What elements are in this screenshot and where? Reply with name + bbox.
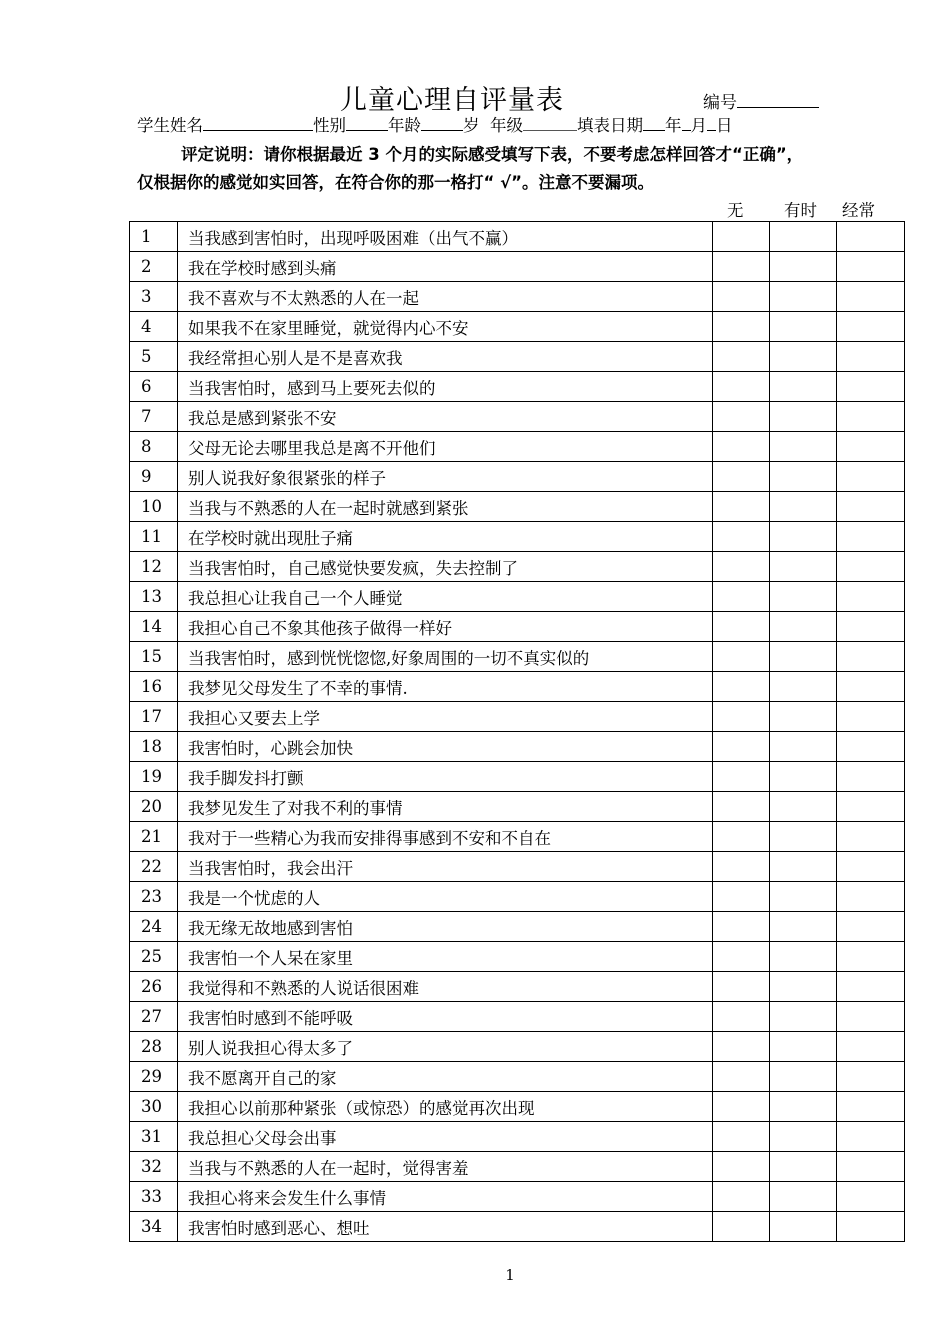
answer-cell-none[interactable] — [713, 312, 770, 342]
table-row — [130, 552, 905, 582]
answer-cell-sometimes[interactable] — [770, 372, 837, 402]
item-number: 17 — [130, 702, 178, 732]
item-text: 我担心以前那种紧张（或惊恐）的感觉再次出现 — [178, 1092, 713, 1122]
answer-cell-none[interactable] — [713, 582, 770, 612]
answer-cell-often[interactable] — [837, 762, 905, 792]
student-name-blank[interactable] — [203, 115, 313, 131]
answer-cell-none[interactable] — [713, 762, 770, 792]
table-row — [130, 1212, 905, 1242]
item-text: 别人说我担心得太多了 — [178, 1032, 713, 1062]
answer-cell-none[interactable] — [713, 852, 770, 882]
date-label: 填表日期 — [577, 116, 643, 135]
table-row — [130, 222, 905, 252]
item-number: 5 — [130, 342, 178, 372]
item-number: 14 — [130, 612, 178, 642]
item-text: 我无缘无故地感到害怕 — [178, 912, 713, 942]
item-number: 15 — [130, 642, 178, 672]
answer-cell-often[interactable] — [837, 942, 905, 972]
answer-cell-sometimes[interactable] — [770, 942, 837, 972]
table-row — [130, 852, 905, 882]
item-text: 别人说我好象很紧张的样子 — [178, 462, 713, 492]
answer-cell-none[interactable] — [713, 972, 770, 1002]
item-number: 3 — [130, 282, 178, 312]
answer-cell-none[interactable] — [713, 432, 770, 462]
item-text: 我害怕时感到恶心、想吐 — [178, 1212, 713, 1242]
table-row — [130, 642, 905, 672]
table-row — [130, 792, 905, 822]
answer-cell-none[interactable] — [713, 492, 770, 522]
answer-cell-often[interactable] — [837, 1212, 905, 1242]
item-text: 我总是感到紧张不安 — [178, 402, 713, 432]
answer-cell-often[interactable] — [837, 702, 905, 732]
answer-cell-sometimes[interactable] — [770, 762, 837, 792]
answer-cell-none[interactable] — [713, 1092, 770, 1122]
answer-cell-sometimes[interactable] — [770, 852, 837, 882]
instructions-line-1: 评定说明：请你根据最近 3 个月的实际感受填写下表，不要考虑怎样回答才“正确”， — [181, 145, 804, 164]
table-row — [130, 1032, 905, 1062]
answer-cell-sometimes[interactable] — [770, 972, 837, 1002]
item-text: 当我害怕时，我会出汗 — [178, 852, 713, 882]
answer-cell-often[interactable] — [837, 792, 905, 822]
item-number: 22 — [130, 852, 178, 882]
answer-cell-sometimes[interactable] — [770, 402, 837, 432]
answer-cell-often[interactable] — [837, 1182, 905, 1212]
answer-cell-often[interactable] — [837, 672, 905, 702]
answer-cell-sometimes[interactable] — [770, 732, 837, 762]
serial-blank[interactable] — [737, 91, 819, 108]
item-text: 我担心将来会发生什么事情 — [178, 1182, 713, 1212]
answer-cell-none[interactable] — [713, 222, 770, 252]
answer-cell-none[interactable] — [713, 732, 770, 762]
answer-cell-sometimes[interactable] — [770, 642, 837, 672]
item-number: 20 — [130, 792, 178, 822]
student-info-line — [137, 112, 733, 136]
column-header-none: 无 — [727, 201, 744, 220]
item-number: 10 — [130, 492, 178, 522]
age-blank[interactable] — [421, 115, 463, 131]
table-row — [130, 972, 905, 1002]
item-text: 我手脚发抖打颤 — [178, 762, 713, 792]
item-text: 我梦见父母发生了不幸的事情. — [178, 672, 713, 702]
answer-cell-sometimes[interactable] — [770, 522, 837, 552]
date-month-blank[interactable] — [682, 115, 691, 131]
answer-cell-often[interactable] — [837, 612, 905, 642]
answer-cell-often[interactable] — [837, 912, 905, 942]
answer-cell-sometimes[interactable] — [770, 582, 837, 612]
item-text: 我不愿离开自己的家 — [178, 1062, 713, 1092]
answer-cell-often[interactable] — [837, 432, 905, 462]
answer-cell-often[interactable] — [837, 1122, 905, 1152]
gender-label: 性别 — [313, 116, 346, 135]
page-title: 儿童心理自评量表 — [340, 85, 564, 116]
item-number: 25 — [130, 942, 178, 972]
answer-cell-sometimes[interactable] — [770, 432, 837, 462]
answer-cell-sometimes[interactable] — [770, 1182, 837, 1212]
item-text: 我经常担心别人是不是喜欢我 — [178, 342, 713, 372]
item-number: 24 — [130, 912, 178, 942]
questionnaire-table — [129, 221, 905, 1242]
item-text: 当我害怕时，感到马上要死去似的 — [178, 372, 713, 402]
item-number: 33 — [130, 1182, 178, 1212]
answer-cell-sometimes[interactable] — [770, 612, 837, 642]
item-number: 31 — [130, 1122, 178, 1152]
item-number: 1 — [130, 222, 178, 252]
table-row — [130, 252, 905, 282]
answer-cell-none[interactable] — [713, 522, 770, 552]
table-row — [130, 882, 905, 912]
item-number: 13 — [130, 582, 178, 612]
item-number: 26 — [130, 972, 178, 1002]
table-row — [130, 282, 905, 312]
answer-cell-sometimes[interactable] — [770, 342, 837, 372]
table-row — [130, 372, 905, 402]
item-number: 19 — [130, 762, 178, 792]
item-number: 27 — [130, 1002, 178, 1032]
table-row — [130, 702, 905, 732]
answer-cell-none[interactable] — [713, 822, 770, 852]
answer-cell-sometimes[interactable] — [770, 672, 837, 702]
item-text: 我担心自己不象其他孩子做得一样好 — [178, 612, 713, 642]
grade-blank[interactable] — [523, 115, 577, 131]
age-unit: 岁 — [463, 116, 480, 135]
table-row — [130, 942, 905, 972]
answer-cell-often[interactable] — [837, 312, 905, 342]
item-number: 34 — [130, 1212, 178, 1242]
table-row — [130, 342, 905, 372]
answer-cell-none[interactable] — [713, 1212, 770, 1242]
item-text: 我对于一些精心为我而安排得事感到不安和不自在 — [178, 822, 713, 852]
answer-cell-none[interactable] — [713, 612, 770, 642]
month-label: 月 — [690, 116, 707, 135]
date-day-blank[interactable] — [707, 115, 716, 131]
column-header-sometimes: 有时 — [784, 201, 817, 220]
answer-cell-sometimes[interactable] — [770, 1152, 837, 1182]
answer-cell-often[interactable] — [837, 1002, 905, 1032]
instructions-line-2: 仅根据你的感觉如实回答，在符合你的那一格打“ √”。注意不要漏项。 — [137, 173, 654, 192]
table-row — [130, 672, 905, 702]
item-number: 4 — [130, 312, 178, 342]
answer-cell-none[interactable] — [713, 372, 770, 402]
answer-cell-none[interactable] — [713, 882, 770, 912]
answer-cell-sometimes[interactable] — [770, 1062, 837, 1092]
serial-label: 编号 — [703, 93, 737, 113]
item-text: 当我害怕时，自己感觉快要发疯，失去控制了 — [178, 552, 713, 582]
table-row — [130, 612, 905, 642]
item-text: 我总担心父母会出事 — [178, 1122, 713, 1152]
answer-cell-often[interactable] — [837, 1032, 905, 1062]
answer-cell-often[interactable] — [837, 852, 905, 882]
answer-cell-none[interactable] — [713, 942, 770, 972]
answer-cell-none[interactable] — [713, 792, 770, 822]
answer-cell-none[interactable] — [713, 1182, 770, 1212]
answer-cell-often[interactable] — [837, 522, 905, 552]
answer-cell-often[interactable] — [837, 282, 905, 312]
item-number: 16 — [130, 672, 178, 702]
item-number: 9 — [130, 462, 178, 492]
item-number: 23 — [130, 882, 178, 912]
table-row — [130, 732, 905, 762]
answer-cell-often[interactable] — [837, 402, 905, 432]
answer-cell-none[interactable] — [713, 702, 770, 732]
answer-cell-sometimes[interactable] — [770, 1122, 837, 1152]
answer-cell-often[interactable] — [837, 252, 905, 282]
answer-cell-often[interactable] — [837, 462, 905, 492]
date-year-blank[interactable] — [643, 115, 665, 131]
answer-cell-sometimes[interactable] — [770, 1032, 837, 1062]
item-number: 32 — [130, 1152, 178, 1182]
item-number: 30 — [130, 1092, 178, 1122]
answer-cell-none[interactable] — [713, 462, 770, 492]
answer-cell-sometimes[interactable] — [770, 702, 837, 732]
answer-cell-sometimes[interactable] — [770, 792, 837, 822]
answer-cell-none[interactable] — [713, 1032, 770, 1062]
table-row — [130, 1092, 905, 1122]
table-row — [130, 1122, 905, 1152]
answer-cell-sometimes[interactable] — [770, 552, 837, 582]
answer-cell-none[interactable] — [713, 672, 770, 702]
table-row — [130, 912, 905, 942]
day-label: 日 — [716, 116, 733, 135]
answer-cell-none[interactable] — [713, 252, 770, 282]
page-number: 1 — [505, 1266, 515, 1284]
answer-cell-none[interactable] — [713, 282, 770, 312]
table-row — [130, 762, 905, 792]
answer-cell-sometimes[interactable] — [770, 882, 837, 912]
answer-cell-sometimes[interactable] — [770, 312, 837, 342]
item-text: 我害怕一个人呆在家里 — [178, 942, 713, 972]
answer-cell-sometimes[interactable] — [770, 912, 837, 942]
item-number: 6 — [130, 372, 178, 402]
table-row — [130, 492, 905, 522]
answer-cell-often[interactable] — [837, 1152, 905, 1182]
answer-cell-often[interactable] — [837, 1062, 905, 1092]
table-row — [130, 462, 905, 492]
item-number: 2 — [130, 252, 178, 282]
item-text: 在学校时就出现肚子痛 — [178, 522, 713, 552]
item-text: 我觉得和不熟悉的人说话很困难 — [178, 972, 713, 1002]
answer-cell-often[interactable] — [837, 882, 905, 912]
answer-cell-sometimes[interactable] — [770, 252, 837, 282]
answer-cell-sometimes[interactable] — [770, 1092, 837, 1122]
answer-cell-none[interactable] — [713, 1152, 770, 1182]
item-number: 12 — [130, 552, 178, 582]
answer-cell-often[interactable] — [837, 372, 905, 402]
answer-cell-sometimes[interactable] — [770, 822, 837, 852]
item-text: 当我与不熟悉的人在一起时就感到紧张 — [178, 492, 713, 522]
answer-cell-none[interactable] — [713, 1122, 770, 1152]
gender-blank[interactable] — [346, 115, 388, 131]
answer-cell-often[interactable] — [837, 972, 905, 1002]
table-row — [130, 402, 905, 432]
item-text: 我害怕时，心跳会加快 — [178, 732, 713, 762]
answer-cell-sometimes[interactable] — [770, 492, 837, 522]
answer-cell-none[interactable] — [713, 552, 770, 582]
item-text: 父母无论去哪里我总是离不开他们 — [178, 432, 713, 462]
table-row — [130, 1062, 905, 1092]
answer-cell-none[interactable] — [713, 342, 770, 372]
item-number: 28 — [130, 1032, 178, 1062]
item-text: 我是一个忧虑的人 — [178, 882, 713, 912]
item-text: 如果我不在家里睡觉，就觉得内心不安 — [178, 312, 713, 342]
item-number: 7 — [130, 402, 178, 432]
answer-cell-often[interactable] — [837, 552, 905, 582]
table-row — [130, 822, 905, 852]
item-number: 8 — [130, 432, 178, 462]
answer-cell-often[interactable] — [837, 342, 905, 372]
answer-cell-often[interactable] — [837, 1092, 905, 1122]
answer-cell-sometimes[interactable] — [770, 282, 837, 312]
item-text: 我担心又要去上学 — [178, 702, 713, 732]
answer-cell-none[interactable] — [713, 912, 770, 942]
answer-cell-sometimes[interactable] — [770, 1212, 837, 1242]
answer-cell-none[interactable] — [713, 1002, 770, 1032]
item-text: 我不喜欢与不太熟悉的人在一起 — [178, 282, 713, 312]
student-name-label: 学生姓名 — [137, 116, 203, 135]
grade-label: 年级 — [490, 116, 523, 135]
answer-cell-often[interactable] — [837, 492, 905, 522]
answer-cell-sometimes[interactable] — [770, 1002, 837, 1032]
item-number: 21 — [130, 822, 178, 852]
year-label: 年 — [665, 116, 682, 135]
item-text: 当我害怕时，感到恍恍惚惚,好象周围的一切不真实似的 — [178, 642, 713, 672]
answer-cell-often[interactable] — [837, 732, 905, 762]
serial-number-field — [703, 88, 819, 113]
table-row — [130, 522, 905, 552]
answer-cell-often[interactable] — [837, 822, 905, 852]
answer-cell-sometimes[interactable] — [770, 462, 837, 492]
item-text: 我害怕时感到不能呼吸 — [178, 1002, 713, 1032]
answer-cell-often[interactable] — [837, 642, 905, 672]
answer-cell-none[interactable] — [713, 642, 770, 672]
item-number: 18 — [130, 732, 178, 762]
item-text: 当我感到害怕时，出现呼吸困难（出气不赢） — [178, 222, 713, 252]
answer-cell-none[interactable] — [713, 1062, 770, 1092]
answer-cell-sometimes[interactable] — [770, 222, 837, 252]
age-label: 年龄 — [388, 116, 421, 135]
item-number: 29 — [130, 1062, 178, 1092]
table-row — [130, 312, 905, 342]
answer-cell-often[interactable] — [837, 582, 905, 612]
table-row — [130, 432, 905, 462]
item-text: 我梦见发生了对我不利的事情 — [178, 792, 713, 822]
table-row — [130, 1152, 905, 1182]
item-text: 我总担心让我自己一个人睡觉 — [178, 582, 713, 612]
column-header-often: 经常 — [842, 201, 875, 220]
item-text: 当我与不熟悉的人在一起时，觉得害羞 — [178, 1152, 713, 1182]
table-row — [130, 582, 905, 612]
item-text: 我在学校时感到头痛 — [178, 252, 713, 282]
answer-cell-often[interactable] — [837, 222, 905, 252]
answer-cell-none[interactable] — [713, 402, 770, 432]
table-row — [130, 1182, 905, 1212]
table-row — [130, 1002, 905, 1032]
item-number: 11 — [130, 522, 178, 552]
